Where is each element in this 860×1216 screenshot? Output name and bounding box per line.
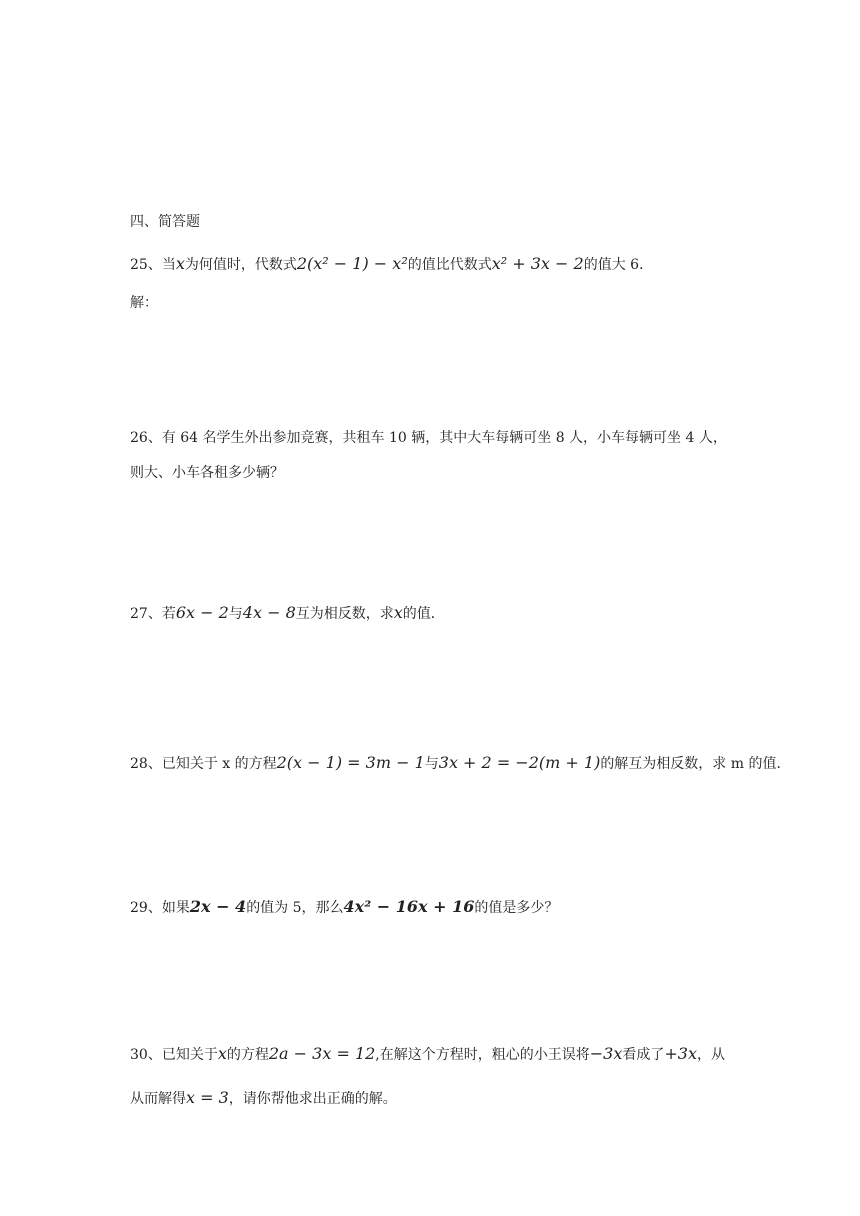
question-30-line-2 [130,1087,397,1110]
q25-math-expr-1: 2(x² − 1) − x² [296,254,408,273]
q29-math-expr-1: 2x − 4 [189,897,247,916]
q29-text-1: 、如果 [147,900,190,916]
q30-math-minus-3x: −3x [589,1044,623,1063]
q30-math-solution: x = 3 [186,1088,229,1107]
question-30-line-1 [130,1043,725,1066]
q25-text-3: 的值比代数式 [407,257,492,273]
q27-text-3: 互为相反数，求 [295,606,394,622]
q28-math-equation-2: 3x + 2 = −2(m + 1) [438,753,601,772]
question-27 [130,602,445,625]
q27-text-2: 与 [228,606,243,622]
q25-math-expr-2: x² + 3x − 2 [491,254,584,273]
q29-number: 29 [130,900,148,916]
q30-text-1: 、已知关于 [147,1047,218,1063]
q25-text-2: 为何值时，代数式 [184,257,297,273]
question-25 [130,253,653,276]
q27-math-x: x [393,603,403,622]
q28-number: 28 [130,756,148,772]
q27-math-expr-2: 4x − 8 [242,603,296,622]
q30-math-x: x [217,1044,227,1063]
question-26-line-1: 26、有 64 名学生外出参加竞赛，共租车 10 辆，其中大车每辆可坐 8 人，小车每辆可坐 4 人， [130,430,727,446]
q30-number: 30 [130,1047,148,1063]
q27-text-4: 的值． [402,606,445,622]
q28-text-3: 的解互为相反数，求 m 的值． [600,756,791,772]
q27-text-1: 、若 [147,606,176,622]
q25-answer-label: 解： [130,295,158,311]
q28-text-2: 与 [424,756,439,772]
q25-number: 25 [130,257,148,273]
q28-text-1: 、已知关于 x 的方程 [147,756,277,772]
q29-text-2: 的值为 5，那么 [246,900,344,916]
q30-text-7: ，请你帮他求出正确的解。 [228,1091,397,1107]
q30-text-3: ,在解这个方程时，粗心的小王误将 [375,1047,590,1063]
q25-math-x: x [175,254,185,273]
question-26-line-2: 则大、小车各租多少辆？ [130,465,284,481]
q27-number: 27 [130,606,148,622]
q29-math-expr-2: 4x² − 16x + 16 [343,897,475,916]
q29-text-3: 的值是多少？ [474,900,559,916]
question-29 [130,896,558,919]
q27-math-expr-1: 6x − 2 [175,603,229,622]
q30-math-plus-3x: +3x [664,1044,697,1063]
q30-math-equation: 2a − 3x = 12 [268,1044,376,1063]
question-28 [130,752,791,775]
q30-text-6: 从而解得 [130,1091,186,1107]
q30-text-2: 的方程 [226,1047,269,1063]
section-title: 四、简答题 [130,214,200,230]
q25-text-4: 的值大 6． [583,257,654,273]
q25-text-1: 、当 [147,257,176,273]
q30-text-4: 看成了 [622,1047,665,1063]
q28-math-equation-1: 2(x − 1) = 3m − 1 [276,753,425,772]
q30-text-5: ，从 [696,1047,725,1063]
